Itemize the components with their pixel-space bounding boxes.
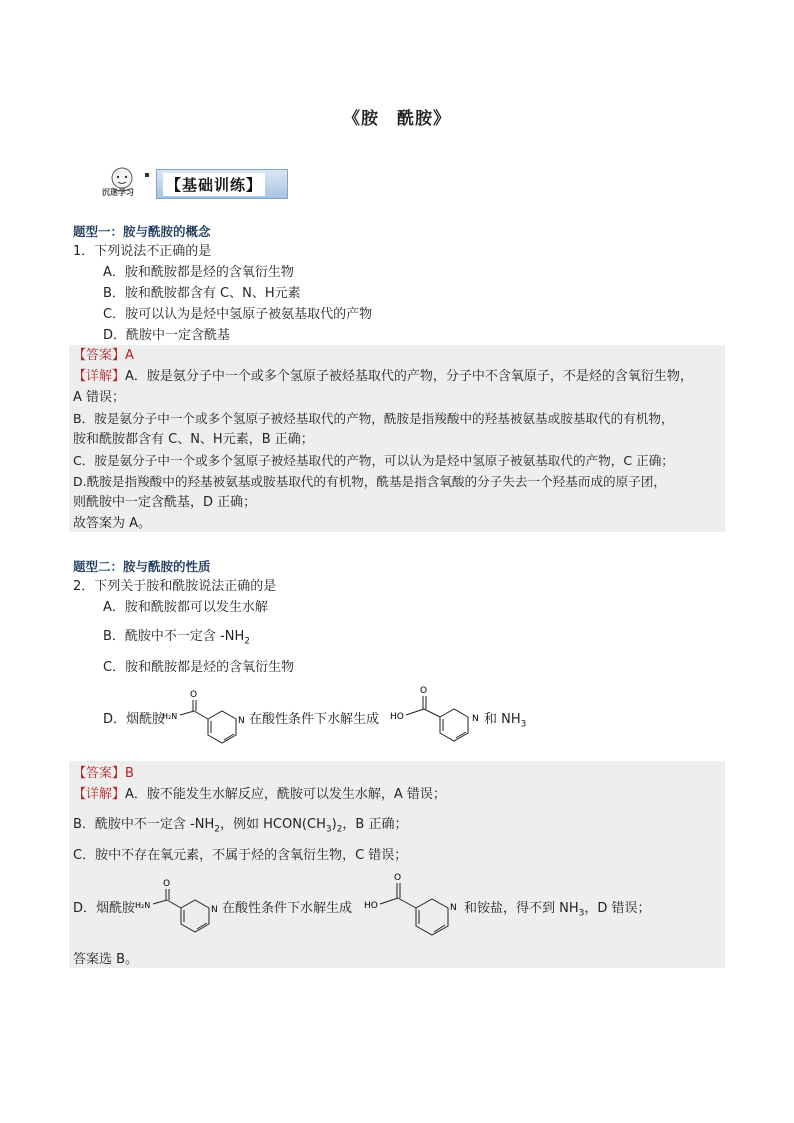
q2-option-b-text: B．酰胺中不一定含 -NH (103, 629, 245, 644)
question-2: 2．下列关于胺和酰胺说法正确的是 (73, 579, 277, 594)
q2-option-b-sub: 2 (244, 636, 250, 647)
q2-detail-d-suffix (464, 899, 651, 924)
nicotinic-acid-structure (362, 870, 462, 940)
answer-label: 【答案】 (73, 348, 126, 363)
q1-detail-line-5: C．胺是氨分子中一个或多个氢原子被烃基取代的产物，可以认为是烃中氢原子被氨基取代的产物，C 正确； (73, 453, 674, 468)
section-heading-1: 题型一：胺与酰胺的概念 (73, 224, 211, 239)
detail-text: A．胺不能发生水解反应，酰胺可以发生水解，A 错误； (125, 787, 446, 802)
question-1: 1．下列说法不正确的是 (73, 244, 212, 259)
section-heading-2: 题型二：胺与酰胺的性质 (73, 559, 211, 574)
atom-ho: HO (390, 712, 404, 722)
q1-detail-line-4: 胺和酰胺都含有 C、N、H元素，B 正确； (73, 432, 314, 447)
page-title: 《胺 酰胺》 (343, 109, 451, 129)
detail-b-sub: 3 (325, 824, 332, 835)
q2-detail-a (73, 785, 446, 805)
answer-value: B (125, 766, 134, 781)
nicotinic-acid-structure (388, 683, 488, 748)
atom-o: O (190, 690, 198, 700)
q1-detail-line-2: A 错误； (73, 390, 126, 405)
atom-nh2: H₂N (135, 901, 151, 910)
atom-n: N (450, 903, 457, 913)
q1-option-d: D．酰胺中一定含酰基 (103, 328, 231, 343)
q2-option-d-middle: 在酸性条件下水解生成 (249, 712, 380, 727)
q2-option-d-label: D．烟酰胺 (103, 712, 166, 727)
q2-option-d-suffix (484, 710, 526, 735)
detail-b-mid: ，例如 HCON(CH (219, 817, 326, 832)
q1-option-b: B．胺和酰胺都含有 C、N、H元素 (103, 286, 301, 301)
bullet-dot (145, 173, 149, 177)
q1-detail-line-7: 则酰胺中一定含酰基，D 正确； (73, 495, 257, 510)
q1-answer (73, 346, 134, 366)
atom-o: O (420, 686, 428, 696)
q2-detail-d-middle: 在酸性条件下水解生成 (222, 901, 353, 916)
detail-b-mid: ) (331, 817, 337, 832)
q2-detail-d-label: D．烟酰胺 (73, 901, 136, 916)
detail-d-suffix-end: ，D 错误； (584, 901, 651, 916)
q2-option-b (103, 627, 250, 652)
atom-ho: HO (364, 901, 378, 911)
q2-answer (73, 764, 134, 784)
detail-label: 【详解】 (73, 369, 126, 384)
q1-option-a: A．胺和酰胺都是烃的含氧衍生物 (103, 265, 294, 280)
detail-text: A．胺是氨分子中一个或多个氢原子被烃基取代的产物，分子中不含氧原子，不是烃的含氧衍生物， (125, 369, 693, 384)
atom-n: N (238, 716, 245, 726)
q2-option-c: C．胺和酰胺都是烃的含氧衍生物 (103, 660, 295, 675)
q2-detail-b (73, 815, 407, 840)
detail-label: 【详解】 (73, 787, 126, 802)
q2-detail-c: C．胺中不存在氧元素，不属于烃的含氧衍生物，C 错误； (73, 848, 408, 863)
q2-option-d-sub: 3 (520, 719, 527, 730)
atom-o: O (394, 873, 402, 883)
detail-b-sub: 2 (336, 824, 343, 835)
detail-b-suffix: ，B 正确； (342, 817, 408, 832)
q2-conclusion: 答案选 B。 (73, 952, 139, 967)
atom-nh2: H₂N (162, 712, 178, 721)
atom-n: N (211, 905, 218, 915)
detail-d-sub: 3 (578, 908, 585, 919)
nicotinamide-structure (160, 685, 250, 750)
badge-label: 【基础训练】 (163, 173, 265, 196)
atom-n: N (472, 714, 479, 724)
answer-label: 【答案】 (73, 766, 126, 781)
q1-detail-line-6: D.酰胺是指羧酸中的羟基被氨基或胺基取代的有机物，酰基是指含氧酸的分子失去一个羟基而成的原子团， (73, 474, 667, 489)
nicotinamide-structure (133, 874, 223, 939)
q1-detail-line-8: 故答案为 A。 (73, 516, 152, 531)
mascot-label: 沉迷学习 (102, 188, 134, 197)
detail-b-sub: 2 (214, 824, 220, 835)
q2-option-a: A．胺和酰胺都可以发生水解 (103, 600, 268, 615)
section-banner (102, 160, 292, 200)
q1-detail-line-1 (73, 367, 693, 387)
q1-option-c: C．胺可以认为是烃中氢原子被氨基取代的产物 (103, 307, 373, 322)
atom-o: O (163, 879, 171, 889)
detail-d-suffix-text: 和铵盐，得不到 NH (464, 901, 579, 916)
detail-b-text: B．酰胺中不一定含 -NH (73, 817, 215, 832)
q1-detail-line-3: B．胺是氨分子中一个或多个氢原子被烃基取代的产物，酰胺是指羧酸中的羟基被氨基或胺基取代的有机物， (73, 411, 674, 426)
answer-value: A (125, 348, 134, 363)
q2-option-d-suffix-text: 和 NH (484, 712, 521, 727)
